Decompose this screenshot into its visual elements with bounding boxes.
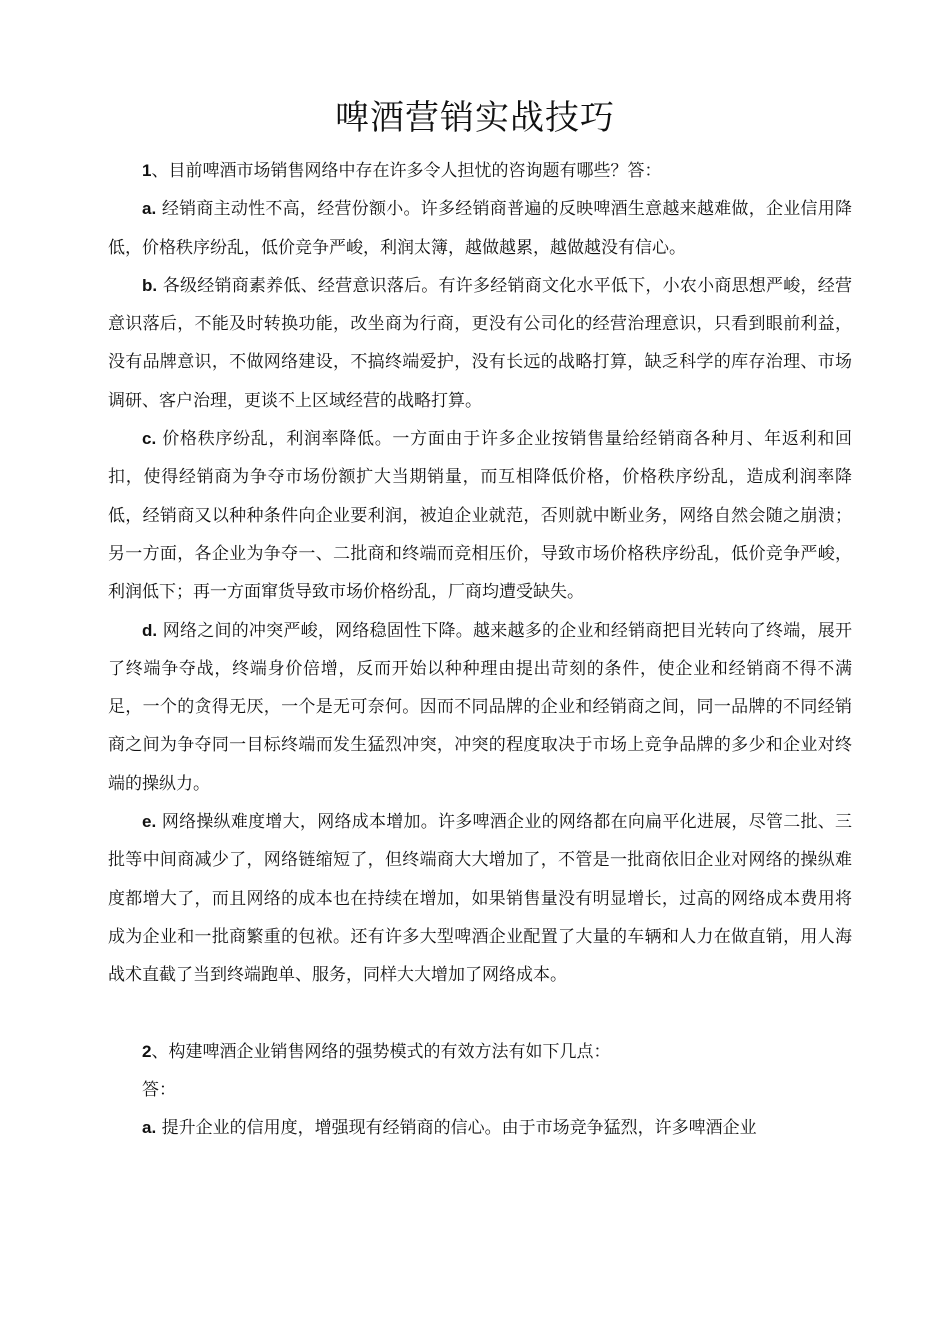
paragraph-text: 经销商主动性不高，经营份额小。许多经销商普遍的反映啤酒生意越来越难做，企业信用降低，价格秩序纷乱，低价竞争严峻，利润太簿，越做越累，越做越没有信心。 [108, 199, 852, 258]
answer-1c-paragraph [108, 420, 852, 611]
answer-1b-paragraph [108, 267, 852, 420]
answer-1e-paragraph [108, 803, 852, 994]
paragraph-label: b. [142, 275, 158, 295]
paragraph-label: c. [142, 429, 157, 449]
paragraph-label: 1 [142, 161, 152, 180]
paragraph-text: 答： [142, 1079, 176, 1100]
paragraph-text: 提升企业的信用度，增强现有经销商的信心。由于市场竞争猛烈，许多啤酒企业 [156, 1118, 757, 1139]
paragraph-text: 网络之间的冲突严峻，网络稳固性下降。越来越多的企业和经销商把目光转向了终端，展开了终端争夺战，终端身价倍增，反而开始以种种理由提出苛刻的条件，使企业和经销商不得不满足，一个的贪得无厌，一个是无可奈何。因而不同品牌的企业和经销商之间，同一品牌的不同经销商之间为争夺同一目标终端而发生猛烈冲突，冲突的程度取决于市场上竞争品牌的多少和企业对终端的操纵力。 [108, 620, 852, 794]
paragraph-spacer [108, 995, 852, 1033]
paragraph-text: 各级经销商素养低、经营意识落后。有许多经销商文化水平低下，小农小商思想严峻，经营意识落后，不能及时转换功能，改坐商为行商，更没有公司化的经营治理意识，只看到眼前利益，没有品牌意识，不做网络建设，不搞终端爱护，没有长远的战略打算，缺乏科学的库存治理、市场调研、客户治理，更谈不上区域经营的战略打算。 [108, 275, 852, 411]
paragraph-label: 2 [142, 1041, 152, 1061]
paragraph-label: e. [142, 812, 157, 832]
document-body [108, 152, 852, 1147]
document-title: 啤酒营销实战技巧 [335, 98, 615, 138]
question-2-paragraph [108, 1033, 852, 1071]
paragraph-text: 、构建啤酒企业销售网络的强势模式的有效方法有如下几点： [151, 1041, 611, 1062]
answer-1a-paragraph [108, 190, 852, 267]
paragraph-text: 网络操纵难度增大，网络成本增加。许多啤酒企业的网络都在向扁平化进展，尽管二批、三批等中间商减少了，网络链缩短了，但终端商大大增加了，不管是一批商依旧企业对网络的操纵难度都增大了，而且网络的成本也在持续在增加，如果销售量没有明显增长，过高的网络成本费用将成为企业和一批商繁重的包袱。还有许多大型啤酒企业配置了大量的车辆和人力在做直销，用人海战术直截了当到终端跑单、服务，同样大大增加了网络成本。 [108, 812, 852, 986]
paragraph-text: 价格秩序纷乱，利润率降低。一方面由于许多企业按销售量给经销商各种月、年返利和回扣，使得经销商为争夺市场份额扩大当期销量，而互相降低价格，价格秩序纷乱，造成利润率降低，经销商又以种种条件向企业要利润，被迫企业就范，否则就中断业务，网络自然会随之崩溃；另一方面，各企业为争夺一、二批商和终端而竞相压价，导致市场价格秩序纷乱，低价竞争严峻，利润低下；再一方面窜货导致市场价格纷乱，厂商均遭受缺失。 [108, 429, 852, 603]
paragraph-label: a. [142, 199, 157, 219]
paragraph-label: a. [142, 1118, 157, 1138]
paragraph-label: d. [142, 620, 158, 640]
answer-2-heading [108, 1071, 852, 1109]
question-1-paragraph [108, 152, 852, 190]
paragraph-text: 、目前啤酒市场销售网络中存在许多令人担忧的咨询题有哪些？答： [151, 161, 662, 181]
answer-2a-paragraph [108, 1109, 852, 1147]
answer-1d-paragraph [108, 612, 852, 803]
